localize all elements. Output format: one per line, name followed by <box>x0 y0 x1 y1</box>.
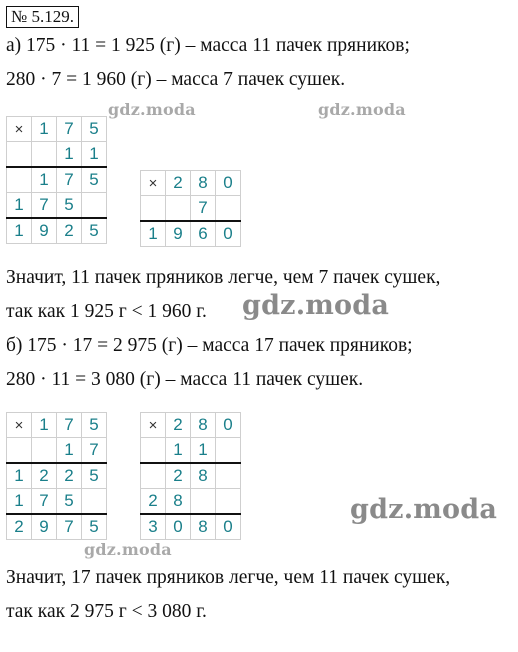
digit-cell: 7 <box>82 438 107 464</box>
digit-cell: 5 <box>82 514 107 540</box>
digit-cell: 1 <box>82 142 107 168</box>
digit-cell: 1 <box>166 438 191 464</box>
grid-row <box>141 438 241 464</box>
part-a-line-1: а) 175 · 11 = 1 925 (г) – масса 11 пачек пряников; <box>6 35 410 56</box>
digit-cell: 2 <box>166 463 191 489</box>
part-b-conclusion-1: Значит, 17 пачек пряников легче, чем 11 пачек сушек, <box>6 567 451 588</box>
digit-cell <box>7 142 32 168</box>
digit-cell <box>32 438 57 464</box>
grid-row <box>7 167 107 193</box>
column-mult-280x11 <box>140 412 241 540</box>
digit-cell: 7 <box>32 193 57 219</box>
watermark: gdz.moda <box>108 100 196 119</box>
watermark: gdz.moda <box>242 290 390 321</box>
digit-cell: 2 <box>57 218 82 244</box>
grid-row <box>141 489 241 515</box>
grid-row <box>141 221 241 247</box>
column-mult-175x17 <box>6 412 107 540</box>
part-b-line-2: 280 · 11 = 3 080 (г) – масса 11 пачек сушек. <box>6 369 364 390</box>
digit-cell <box>32 142 57 168</box>
digit-cell: 6 <box>191 221 216 247</box>
column-mult-175x11 <box>6 116 107 244</box>
digit-cell: 5 <box>82 463 107 489</box>
multiply-operator: × <box>141 413 166 438</box>
digit-cell <box>191 489 216 515</box>
digit-cell: 5 <box>82 167 107 193</box>
part-b-conclusion-2: так как 2 975 г < 3 080 г. <box>6 601 207 622</box>
watermark: gdz.moda <box>84 540 172 559</box>
digit-cell: 1 <box>57 438 82 464</box>
grid-row <box>141 463 241 489</box>
digit-cell: 7 <box>32 489 57 515</box>
part-a-line-2: 280 · 7 = 1 960 (г) – масса 7 пачек сушек. <box>6 69 346 90</box>
digit-cell: 0 <box>216 221 241 247</box>
digit-cell <box>216 463 241 489</box>
part-a-conclusion-2: так как 1 925 г < 1 960 г. <box>6 301 207 322</box>
digit-cell: 7 <box>57 117 82 142</box>
grid-row <box>7 514 107 540</box>
grid-row <box>7 117 107 142</box>
digit-cell: 1 <box>7 489 32 515</box>
digit-cell: 8 <box>191 171 216 196</box>
digit-cell <box>141 463 166 489</box>
digit-cell <box>166 196 191 222</box>
digit-cell: 0 <box>216 413 241 438</box>
part-a-conclusion-1: Значит, 11 пачек пряников легче, чем 7 пачек сушек, <box>6 267 441 288</box>
grid-row <box>7 142 107 168</box>
digit-cell <box>7 438 32 464</box>
digit-cell: 9 <box>32 514 57 540</box>
digit-cell: 2 <box>57 463 82 489</box>
digit-cell: 8 <box>191 514 216 540</box>
digit-cell: 8 <box>191 463 216 489</box>
digit-cell <box>141 196 166 222</box>
multiply-operator: × <box>7 413 32 438</box>
digit-cell: 1 <box>141 221 166 247</box>
digit-cell: 5 <box>82 117 107 142</box>
digit-cell: 2 <box>7 514 32 540</box>
digit-cell: 7 <box>191 196 216 222</box>
digit-cell <box>82 489 107 515</box>
digit-cell <box>7 167 32 193</box>
digit-cell <box>82 193 107 219</box>
digit-cell <box>141 438 166 464</box>
digit-cell: 0 <box>216 171 241 196</box>
column-mult-280x7 <box>140 170 241 247</box>
part-b-line-1: б) 175 · 17 = 2 975 (г) – масса 17 пачек пряников; <box>6 335 413 356</box>
digit-cell: 0 <box>166 514 191 540</box>
digit-cell: 5 <box>57 489 82 515</box>
digit-cell: 9 <box>32 218 57 244</box>
grid-row <box>7 438 107 464</box>
digit-cell: 5 <box>57 193 82 219</box>
digit-cell: 5 <box>82 413 107 438</box>
digit-cell: 8 <box>191 413 216 438</box>
digit-cell: 1 <box>7 218 32 244</box>
digit-cell: 1 <box>57 142 82 168</box>
digit-cell: 7 <box>57 413 82 438</box>
digit-cell: 8 <box>166 489 191 515</box>
watermark: gdz.moda <box>350 494 498 525</box>
grid-row <box>7 218 107 244</box>
digit-cell: 1 <box>7 463 32 489</box>
watermark: gdz.moda <box>318 100 406 119</box>
multiply-operator: × <box>7 117 32 142</box>
digit-cell: 2 <box>166 413 191 438</box>
digit-cell <box>216 196 241 222</box>
digit-cell: 7 <box>57 167 82 193</box>
digit-cell: 2 <box>141 489 166 515</box>
digit-cell: 7 <box>57 514 82 540</box>
digit-cell: 2 <box>166 171 191 196</box>
grid-row <box>141 196 241 222</box>
digit-cell: 0 <box>216 514 241 540</box>
digit-cell: 5 <box>82 218 107 244</box>
digit-cell: 1 <box>7 193 32 219</box>
digit-cell: 1 <box>32 117 57 142</box>
digit-cell <box>216 438 241 464</box>
digit-cell: 2 <box>32 463 57 489</box>
digit-cell: 1 <box>32 413 57 438</box>
digit-cell <box>216 489 241 515</box>
multiply-operator: × <box>141 171 166 196</box>
grid-row <box>7 193 107 219</box>
grid-row <box>141 171 241 196</box>
digit-cell: 1 <box>32 167 57 193</box>
grid-row <box>7 413 107 438</box>
digit-cell: 3 <box>141 514 166 540</box>
digit-cell: 1 <box>191 438 216 464</box>
task-number-badge: № 5.129. <box>6 6 79 28</box>
digit-cell: 9 <box>166 221 191 247</box>
grid-row <box>7 489 107 515</box>
grid-row <box>7 463 107 489</box>
grid-row <box>141 514 241 540</box>
grid-row <box>141 413 241 438</box>
